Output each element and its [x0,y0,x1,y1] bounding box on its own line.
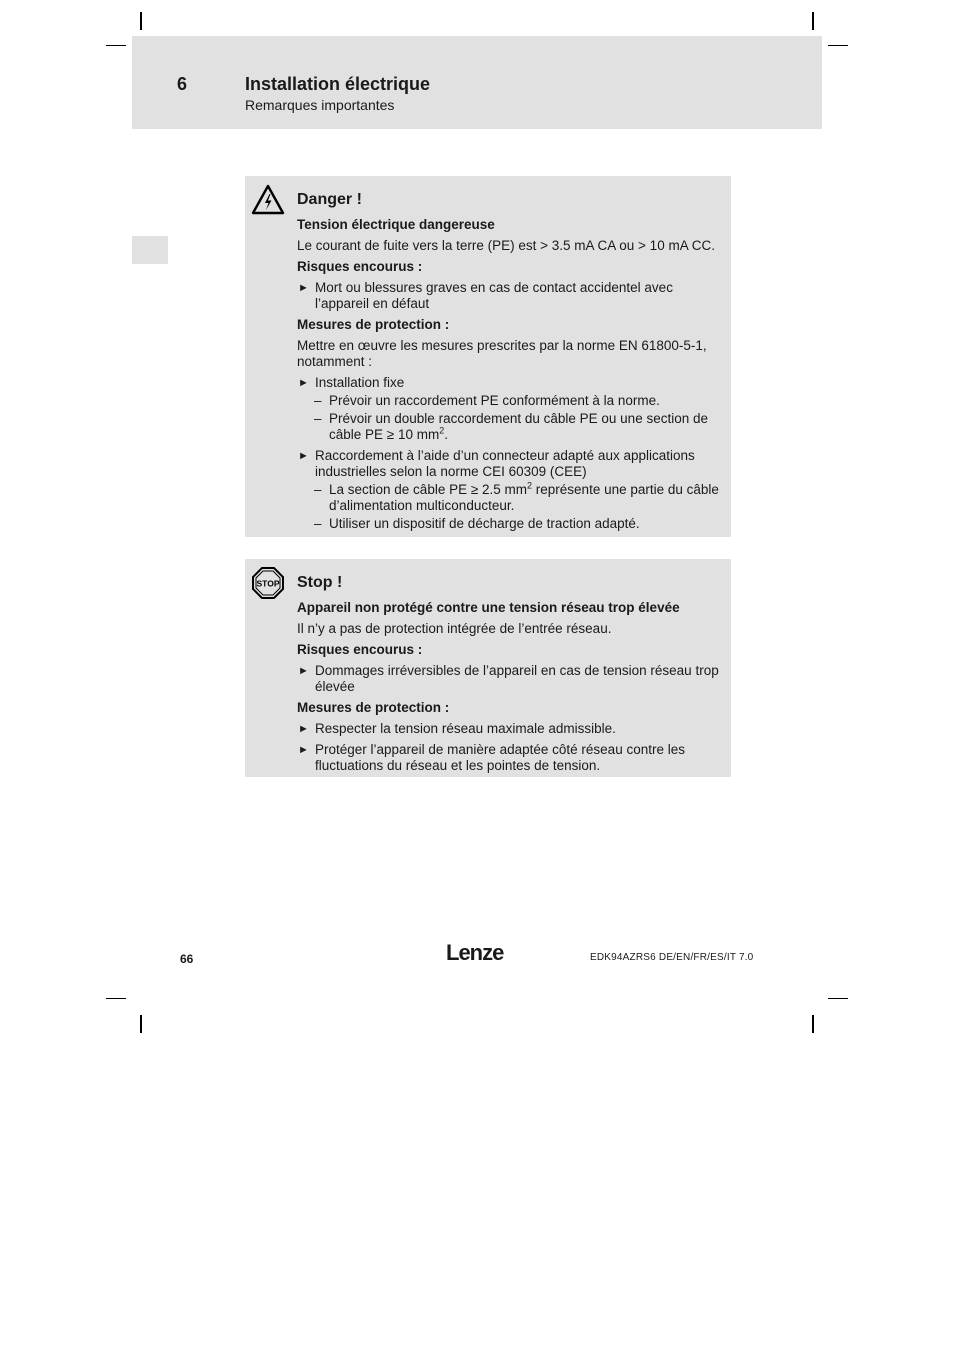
bullet-marker: ► [298,665,309,677]
list-item [297,280,721,312]
measure-text: Installation fixe [315,375,405,390]
danger-title: Danger ! [297,191,362,208]
bullet-marker: ► [298,282,309,294]
list-item [297,742,721,774]
dash-marker: – [314,516,322,531]
danger-description: Le courant de fuite vers la terre (PE) est > 3.5 mA CA ou > 10 mA CC. [297,238,715,253]
dash-marker: – [314,393,322,408]
superscript: 2 [527,480,533,491]
measure-text: Respecter la tension réseau maximale admissible. [315,721,616,736]
stop-risks-label: Risques encourus : [297,642,423,657]
sub-list-item [297,516,721,532]
measure-text: Raccordement à l’aide d’un connecteur adapté aux applications industrielles selon la norme CEI 60309 (CEE) [315,448,695,479]
list-item [297,375,721,391]
chapter-header [132,36,822,129]
stop-title: Stop ! [297,574,343,591]
superscript: 2 [439,425,445,436]
danger-heading: Tension électrique dangereuse [297,217,495,232]
crop-mark [140,12,142,30]
sub-list-item [297,482,721,514]
sub-list-item [297,411,721,443]
danger-measures-intro: Mettre en œuvre les mesures prescrites par la norme EN 61800-5-1, notamment : [297,338,707,369]
crop-mark [812,12,814,30]
danger-measures-label: Mesures de protection : [297,317,450,332]
danger-risks-label: Risques encourus : [297,259,423,274]
risk-text: Dommages irréversibles de l’appareil en cas de tension réseau trop élevée [315,663,719,694]
crop-mark [106,45,126,46]
sub-measure-text-end: représente une partie du câble d’alimentation multiconducteur. [329,482,719,513]
dash-marker: – [314,411,322,426]
sub-measure-text-end: . [444,427,448,442]
crop-mark [828,998,848,999]
sub-measure-text: La section de câble PE ≥ 2.5 mm [329,482,528,497]
risk-text: Mort ou blessures graves en cas de contact accidentel avec l’appareil en défaut [315,280,673,311]
crop-mark [106,998,126,999]
stop-measures-label: Mesures de protection : [297,700,450,715]
danger-notice [245,176,731,537]
list-item [297,721,721,737]
stop-heading: Appareil non protégé contre une tension réseau trop élevée [297,600,680,615]
page-number: 66 [180,952,194,966]
crop-mark [140,1015,142,1033]
electric-hazard-icon [251,183,285,217]
measure-text: Protéger l’appareil de manière adaptée côté réseau contre les fluctuations du réseau et les pointes de tension. [315,742,685,773]
crop-mark [828,45,848,46]
stop-notice [245,559,731,777]
chapter-subtitle: Remarques importantes [245,97,395,113]
sub-list-item [297,393,721,409]
document-reference: EDK94AZRS6 DE/EN/FR/ES/IT 7.0 [590,952,754,963]
bullet-marker: ► [298,744,309,756]
list-item [297,663,721,695]
list-item [297,448,721,480]
sub-measure-text: Utiliser un dispositif de décharge de traction adapté. [329,516,640,531]
dash-marker: – [314,482,322,497]
chapter-number: 6 [177,74,188,94]
bullet-marker: ► [298,450,309,462]
crop-mark [812,1015,814,1033]
bullet-marker: ► [298,377,309,389]
stop-description: Il n’y a pas de protection intégrée de l’entrée réseau. [297,621,612,636]
chapter-title: Installation électrique [245,74,431,94]
stop-sign-icon [251,566,285,600]
sub-measure-text: Prévoir un raccordement PE conformément à la norme. [329,393,660,408]
bullet-marker: ► [298,723,309,735]
lenze-logo: Lenze [446,940,504,965]
sub-measure-text: Prévoir un double raccordement du câble PE ou une section de câble PE ≥ 10 mm [329,411,708,442]
side-tab-marker [132,236,168,264]
stop-sign-text: STOP [256,578,280,589]
